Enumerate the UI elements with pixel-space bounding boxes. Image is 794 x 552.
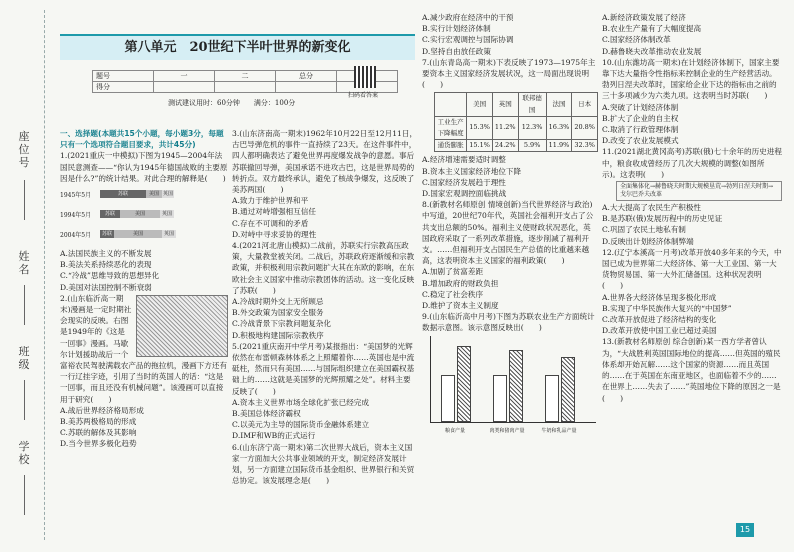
question-10: 10.(山东潍坊高一期末)在计划经济体制下，国家主要靠下达大量指令性指标来控制企业的生产经营活动。勃列日涅夫改革时，国家给企业下达的指标由之前的三十多项减少为六类九项。这表明当时苏联( ) <box>602 57 780 101</box>
question-13: 13.(新教材名师原创 综合创新)某一西方学者曾认为，“大战胜利英国国际地位的提高……但英国的殖民体系却开始瓦解……这个国家的资源……而且英国的……在于英国在东南亚地区，也面临着不少的……在世界上……失去了……”英国地位下降的原因之一是( ) <box>602 337 781 403</box>
q7-table <box>434 92 598 152</box>
option[interactable]: D.赫鲁晓夫改革推动农业发展 <box>602 46 702 56</box>
bar-segment: 美国 <box>120 210 160 218</box>
option[interactable]: A.冷战时期外交上无所顾忌 <box>232 297 324 307</box>
option[interactable]: B.农业生产量有了大幅度提高 <box>602 24 702 34</box>
option[interactable]: C.苏联的解体及其影响 <box>60 428 137 438</box>
seat-number-line <box>24 180 25 220</box>
table-cell: 15.3% <box>467 116 493 139</box>
option[interactable]: B.外交政策为国家安全服务 <box>232 308 324 318</box>
table-header: 法国 <box>546 93 572 116</box>
cartoon-image <box>136 295 228 357</box>
q11-flow-box: 全面集体化→赫鲁晓夫时期大规模垦荒→勃列日涅夫时期→戈尔巴乔夫改革 <box>616 181 782 201</box>
bar-row-1945 <box>100 190 174 198</box>
option[interactable]: C.稳定了社会秩序 <box>422 289 484 299</box>
option[interactable]: D.国家宏观调控面临挑战 <box>422 189 507 199</box>
option[interactable]: D.反映出计划经济体制弊端 <box>602 236 694 246</box>
bar-row-1994 <box>100 210 174 218</box>
question-11: 11.(2021湖北黄冈高考)苏联(俄)七十余年的历史进程中，粮食收成曾经历了几次大规模的调整(如图所示)。这表明( ) <box>602 147 782 179</box>
bar-year: 1945年5月 <box>60 192 92 200</box>
column-1 <box>60 128 228 450</box>
option[interactable]: C.取消了行政管理体制 <box>602 125 679 135</box>
option[interactable]: C.巩固了农民土地私有制 <box>602 225 686 235</box>
bar-segment: 英国 <box>161 211 172 218</box>
option[interactable]: C.国家经济体制改革 <box>602 35 671 45</box>
option[interactable]: C.冷战背景下宗教问题复杂化 <box>232 319 332 329</box>
school-label: 学校 <box>18 440 30 466</box>
column-4 <box>602 12 782 404</box>
score-cell: 得分 <box>93 82 154 93</box>
table-cell: 20.8% <box>572 116 598 139</box>
table-cell: 15.1% <box>467 140 493 152</box>
option[interactable]: B.增加政府的财政负担 <box>422 278 499 288</box>
chart-bar <box>493 375 507 421</box>
class-label: 班级 <box>18 345 30 371</box>
bar-row-2004 <box>100 230 176 238</box>
option[interactable]: D.改变了农业发展模式 <box>602 136 679 146</box>
option[interactable]: D.积极地构建国际宗教秩序 <box>232 330 324 340</box>
score-input[interactable] <box>154 82 215 93</box>
option[interactable]: A.突破了计划经济体制 <box>602 102 679 112</box>
option[interactable]: A.致力于维护世界和平 <box>232 196 309 206</box>
table-header: 美国 <box>467 93 493 116</box>
bar-segment: 美国 <box>114 230 162 238</box>
table-cell: 工业生产下降幅度 <box>435 116 467 139</box>
section-heading: 一、选择题(本题共15个小题，每小题3分，每题只有一个选项符合题目要求，共计45分) <box>60 129 224 150</box>
option[interactable]: D.美国对法国控制不断衰弱 <box>60 282 152 292</box>
question-8: 8.(新教材名师原创 情境创新)当代世界经济与政治)中写道，20世纪70年代，英国社会福利开支占了公共支出总额的50%。福利主义使财政状况恶化，英国政府采取了一系列改革措施，逐步削减了福利开支。……但福利开支占国民生产总值的比重越来越高，这表明资本主义国家的福利政策( ) <box>422 200 594 266</box>
table-cell: 12.3% <box>518 116 546 139</box>
option[interactable]: C.“冷战”思维导致的思想异化 <box>60 271 160 281</box>
bar-year: 1994年5月 <box>60 212 92 220</box>
score-input[interactable] <box>215 82 276 93</box>
bar-segment: 苏联 <box>101 231 112 238</box>
option[interactable]: C.存在不可调和的矛盾 <box>232 218 309 228</box>
option[interactable]: A.资本主义世界市场全球化扩张已经完成 <box>232 397 369 407</box>
question-5: 5.(2021重庆南开中学月考)某报指出：“美国梦的光辉依然在布雷顿森林体系之上照耀着你……英国也是中流砥柱，然而只有美国……与国际组织建立在美国霸权基础上的……这就是美国梦的光辉照耀之处”。材料主要反映了( ) <box>232 341 415 396</box>
option[interactable]: D.坚持自由放任政策 <box>422 46 491 56</box>
option[interactable]: A.世界各大经济体呈现多极化形成 <box>602 292 717 302</box>
option[interactable]: D.对峙中寻求妥协的理性 <box>232 229 317 239</box>
question-6: 6.(山东济宁高一期末)第二次世界大战后，资本主义国家一方面加大公共事业领域的开支，制定经济发展计划，另一方面建立国际货币基金组织、世界银行和关贸总协定。该发展理念是( ) <box>232 442 415 486</box>
table-cell: 16.3% <box>546 116 572 139</box>
option[interactable]: A.经济增速需要适时调整 <box>422 155 506 165</box>
question-12: 12.(辽宁本溪高一月考)改革开放40多年来的今天，中国已成为世界第二大经济体、第一大工业国、第一大货物贸易国、第一大外汇储备国。这种状况表明( ) <box>602 247 782 291</box>
option[interactable]: D.改革开放使中国工业已超过美国 <box>602 326 717 336</box>
cut-line <box>44 10 45 540</box>
option[interactable]: D.维护了资本主义制度 <box>422 301 499 311</box>
binding-margin <box>0 0 62 552</box>
question-1: 1.(2021重庆一中模拟)下图为1945—2004年法国民意测查——“你认为1945年德国战败的主要原因是什么?”的统计结果。对此合理的解释是( ) <box>60 151 228 183</box>
table-cell: 24.2% <box>492 140 518 152</box>
chart-category-label: 牛奶和乳品产量 <box>541 428 577 435</box>
column-2 <box>232 128 418 487</box>
school-line <box>24 475 25 515</box>
option[interactable]: B.美国总体经济霸权 <box>232 409 301 419</box>
table-header <box>435 93 467 116</box>
chart-bar <box>441 375 455 421</box>
qr-label: 扫码看答案 <box>348 92 379 99</box>
table-header: 日本 <box>572 93 598 116</box>
option[interactable]: B.通过对峙增强相互信任 <box>232 207 316 217</box>
option[interactable]: C.以美元为主导的国际货币金融体系建立 <box>232 420 370 430</box>
time-info: 测试建议用时：60分钟 满分：100分 <box>168 99 296 107</box>
option[interactable]: C.实行宏观调控与国际协调 <box>422 35 514 45</box>
table-cell: 11.9% <box>546 140 572 152</box>
table-cell: 11.2% <box>492 116 518 139</box>
option[interactable]: B.扩大了企业的自主权 <box>602 113 679 123</box>
chart-category-label: 粮食产量 <box>444 428 465 435</box>
name-label: 姓名 <box>18 250 30 276</box>
chart-bar <box>545 375 559 421</box>
option[interactable]: B.资本主义国家经济地位下降 <box>422 166 522 176</box>
question-4: 4.(2021河北唐山模拟)二战前，苏联实行宗教高压政策，大量教堂被关闭。二战后，苏联政府逐渐缓和宗教政策，并积极利用宗教问题扩大其在东欧的影响，在东欧社会主义国家中推动宗教团体的活动。这一变化反映了苏联( ) <box>232 241 415 295</box>
qr-code-icon[interactable] <box>354 66 376 88</box>
chart-bar <box>457 346 471 421</box>
score-input[interactable] <box>276 82 337 93</box>
score-cell: 题号 <box>93 71 154 82</box>
name-line <box>24 285 25 325</box>
chart-category-label: 肉类和猪肉产量 <box>489 428 525 435</box>
chart-bar <box>509 350 523 422</box>
option[interactable]: A.新经济政策发展了经济 <box>602 13 686 22</box>
question-7: 7.(山东青岛高一期末)下表反映了1973—1975年主要资本主义国家经济发展状况，这一局面出现说明( ) <box>422 57 596 90</box>
option[interactable]: B.美法关系持续恶化的表现 <box>60 260 152 270</box>
table-header: 英国 <box>492 93 518 116</box>
question-2: 2.(山东临沂高一期末)漫画是一定时期社会现实的反映。右图是1949年的《这是一回事》漫画。马歇尔计划援助战后一个富裕农民驾驶满载农产品的拖拉机，漫画下方还有一行辽挂字迹，引用了当时的英国人的话：“这是一回事，而且还没有机械问题”。该漫画可以直接用于研究( ) <box>60 293 228 404</box>
bar-segment: 苏联 <box>100 210 120 218</box>
score-cell: 总分 <box>276 71 337 82</box>
table-cell: 通货膨胀 <box>435 140 467 152</box>
q9-bar-chart <box>430 336 596 435</box>
question-3: 3.(山东济南高一期末)1962年10月22日至12月11日，古巴导弹危机的事件一直持续了23天。在这件事件中，四人都明确表达了避免世界再度爆发战争的意愿。事后苏联撤回导弹，美国承诺不进攻古巴，这是世界局势的转折点。双方最终承认，避免了核战争爆发，这反映了美苏两国( ) <box>232 129 418 195</box>
option[interactable]: B.实现了中华民族伟大复兴的“中国梦” <box>602 303 732 313</box>
score-cell: 一 <box>154 71 215 82</box>
option[interactable]: D.当今世界多极化趋势 <box>60 439 137 449</box>
option[interactable]: C.改革开放促进了经济结构的变化 <box>602 315 717 325</box>
option[interactable]: A.减少政府在经济中的干预 <box>422 13 514 22</box>
seat-number-label: 座位号 <box>18 130 30 169</box>
column-3 <box>422 12 598 435</box>
option[interactable]: B.美苏两极格局的形成 <box>60 417 137 427</box>
bar-segment: 美国 <box>146 190 162 198</box>
bar-segment: 英国 <box>162 191 173 198</box>
option[interactable]: B.是苏联(俄)发展历程中的历史见证 <box>602 214 723 224</box>
option[interactable]: A.大大提高了农民生产积极性 <box>602 203 702 213</box>
option[interactable]: C.国家经济发展趋于理性 <box>422 177 506 187</box>
bar-segment: 苏联 <box>100 190 146 198</box>
table-cell: 32.3% <box>572 140 598 152</box>
bar-year: 2004年5月 <box>60 232 92 240</box>
score-cell: 二 <box>215 71 276 82</box>
chart-bar <box>561 357 575 422</box>
option[interactable]: D.IMF和WB的正式运行 <box>232 431 316 441</box>
bar-segment: 英国 <box>163 231 174 238</box>
option[interactable]: B.实行计划经济体制 <box>422 24 491 34</box>
option[interactable]: A.战后世界经济格局形成 <box>60 405 144 415</box>
option[interactable]: A.法国民族主义的不断发展 <box>60 249 152 259</box>
table-header: 联邦德国 <box>518 93 546 116</box>
class-line <box>24 380 25 420</box>
unit-title: 第八单元 20世纪下半叶世界的新变化 <box>60 34 415 60</box>
question-9: 9.(山东临沂高中月考)下图为苏联农业生产方面统计数据示意图。该示意图反映出( ) <box>422 312 595 333</box>
q1-bar-chart <box>60 186 228 246</box>
option[interactable]: A.加剧了贫富差距 <box>422 267 484 277</box>
table-cell: 5.9% <box>518 140 546 152</box>
page-number: 15 <box>736 523 754 537</box>
